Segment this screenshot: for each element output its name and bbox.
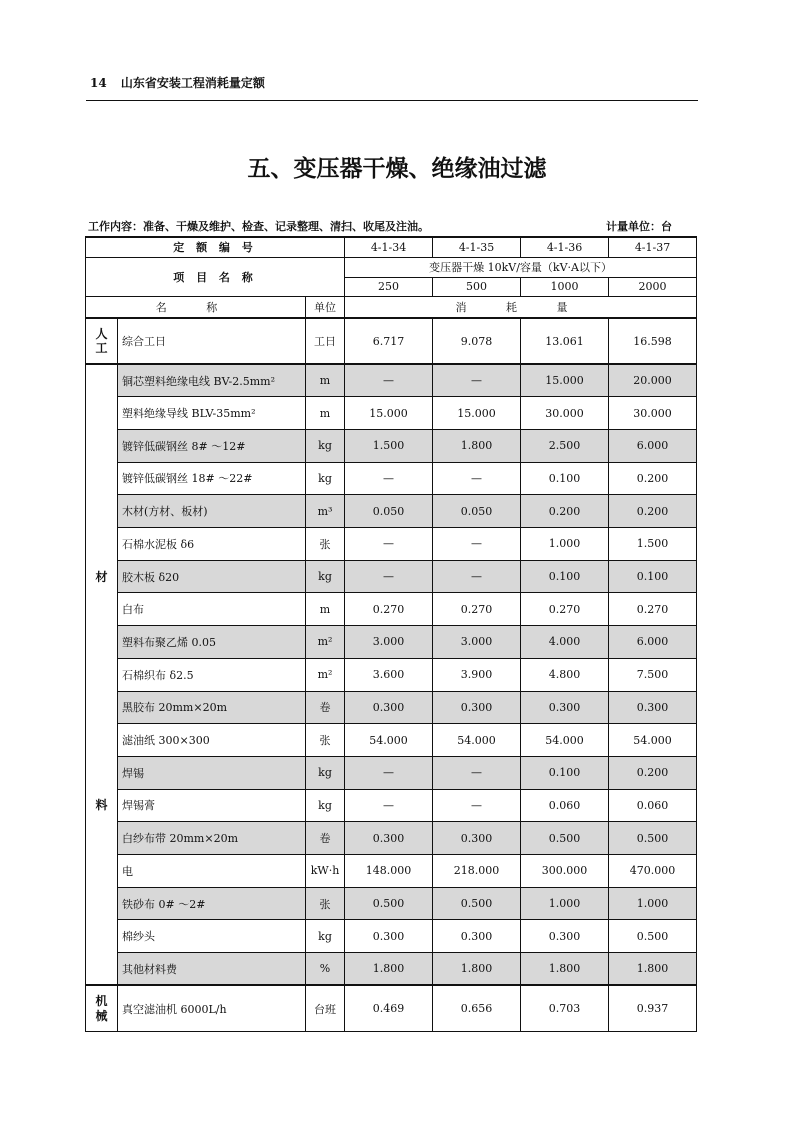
value-cell: 54.000 (609, 724, 697, 757)
value-cell: — (433, 364, 521, 397)
table-row (86, 691, 697, 724)
value-cell: 3.000 (345, 626, 433, 659)
value-cell: 15.000 (345, 397, 433, 430)
value-cell: 9.078 (433, 318, 521, 364)
table-row (86, 887, 697, 920)
item-name: 棉纱头 (118, 920, 306, 953)
material-group-label (86, 364, 118, 985)
value-cell: — (433, 528, 521, 561)
value-cell: 15.000 (521, 364, 609, 397)
value-cell: 0.270 (609, 593, 697, 626)
value-cell: 0.200 (609, 495, 697, 528)
value-cell: 6.000 (609, 429, 697, 462)
work-content: 工作内容：准备、干燥及维护、检查、记录整理、清扫、收尾及注油。 (88, 220, 429, 233)
item-name: 胶木板 δ20 (118, 560, 306, 593)
table-row (86, 789, 697, 822)
page-number: 14 (90, 76, 107, 90)
table-row (86, 953, 697, 986)
value-cell: 0.300 (433, 920, 521, 953)
item-name: 其他材料费 (118, 953, 306, 986)
value-cell: 0.937 (609, 985, 697, 1031)
table-row (86, 920, 697, 953)
capacity-label: 变压器干燥 10kV/容量（kV·A以下） (345, 257, 697, 277)
item-name: 电 (118, 855, 306, 888)
value-cell: — (345, 789, 433, 822)
value-cell: 15.000 (433, 397, 521, 430)
value-cell: 0.100 (521, 560, 609, 593)
item-unit: m² (306, 626, 345, 659)
value-cell: 1.000 (521, 528, 609, 561)
capacity-cell: 500 (433, 277, 521, 296)
value-cell: 3.000 (433, 626, 521, 659)
item-name: 镀锌低碳钢丝 8# ～12# (118, 429, 306, 462)
value-cell: — (433, 462, 521, 495)
value-cell: 0.300 (345, 920, 433, 953)
item-unit: m³ (306, 495, 345, 528)
value-cell: — (345, 462, 433, 495)
value-cell: 218.000 (433, 855, 521, 888)
item-name: 真空滤油机 6000L/h (118, 985, 306, 1031)
measurement-unit: 计量单位：台 (606, 220, 672, 233)
value-cell: 0.050 (345, 495, 433, 528)
item-name: 石棉水泥板 δ6 (118, 528, 306, 561)
code-label: 定 额 编 号 (86, 237, 345, 257)
value-cell: 1.800 (609, 953, 697, 986)
value-cell: 13.061 (521, 318, 609, 364)
code-cell: 4-1-37 (609, 237, 697, 257)
table-row (86, 462, 697, 495)
table-row (86, 318, 697, 364)
table-row (86, 528, 697, 561)
material-label-bottom: 料 (95, 798, 108, 812)
value-cell: — (433, 789, 521, 822)
item-unit: 卷 (306, 691, 345, 724)
labor-group-label (86, 318, 118, 364)
value-cell: 54.000 (345, 724, 433, 757)
value-cell: 0.469 (345, 985, 433, 1031)
value-cell: — (345, 528, 433, 561)
value-cell: 0.703 (521, 985, 609, 1031)
value-cell: 0.300 (433, 822, 521, 855)
machine-label: 机械 (95, 994, 108, 1023)
value-cell: 300.000 (521, 855, 609, 888)
material-label-top: 材 (95, 570, 108, 584)
value-cell: 1.800 (345, 953, 433, 986)
table-row (86, 756, 697, 789)
value-cell: 1.800 (521, 953, 609, 986)
item-unit: % (306, 953, 345, 986)
table-row (86, 626, 697, 659)
value-cell: 0.300 (433, 691, 521, 724)
value-cell: 2.500 (521, 429, 609, 462)
capacity-cell: 2000 (609, 277, 697, 296)
value-cell: 0.100 (609, 560, 697, 593)
machine-group-label (86, 985, 118, 1031)
value-cell: 3.600 (345, 658, 433, 691)
value-cell: 6.000 (609, 626, 697, 659)
item-unit: 张 (306, 724, 345, 757)
item-name: 白布 (118, 593, 306, 626)
code-cell: 4-1-35 (433, 237, 521, 257)
item-name: 塑料绝缘导线 BLV-35mm² (118, 397, 306, 430)
capacity-cell: 1000 (521, 277, 609, 296)
capacity-title-row (86, 257, 697, 277)
value-cell: 1.800 (433, 953, 521, 986)
value-cell: 16.598 (609, 318, 697, 364)
value-cell: 7.500 (609, 658, 697, 691)
value-cell: 0.500 (609, 822, 697, 855)
code-cell: 4-1-36 (521, 237, 609, 257)
value-cell: — (433, 756, 521, 789)
header-divider (86, 100, 698, 101)
table-row (86, 397, 697, 430)
value-cell: 0.270 (345, 593, 433, 626)
value-cell: 0.100 (521, 462, 609, 495)
item-unit: 工日 (306, 318, 345, 364)
value-cell: 1.800 (433, 429, 521, 462)
value-cell: 0.300 (521, 691, 609, 724)
section-title: 五、变压器干燥、绝缘油过滤 (247, 156, 547, 182)
capacity-cell: 250 (345, 277, 433, 296)
value-cell: 54.000 (433, 724, 521, 757)
value-cell: 148.000 (345, 855, 433, 888)
item-name: 焊锡 (118, 756, 306, 789)
consumption-table (85, 236, 697, 1032)
value-cell: 0.200 (609, 756, 697, 789)
item-unit: kW·h (306, 855, 345, 888)
item-unit: kg (306, 429, 345, 462)
table-row (86, 593, 697, 626)
item-name: 铁砂布 0# ～2# (118, 887, 306, 920)
item-unit: m (306, 364, 345, 397)
value-cell: 0.300 (345, 691, 433, 724)
item-unit: m (306, 593, 345, 626)
item-name-label: 项 目 名 称 (86, 257, 345, 296)
table-row (86, 822, 697, 855)
table-row (86, 658, 697, 691)
item-unit: 张 (306, 528, 345, 561)
item-name: 铜芯塑料绝缘电线 BV-2.5mm² (118, 364, 306, 397)
value-cell: 0.500 (521, 822, 609, 855)
item-unit: 卷 (306, 822, 345, 855)
table-row (86, 724, 697, 757)
item-name: 焊锡膏 (118, 789, 306, 822)
col-consumption-label: 消 耗 量 (345, 296, 697, 318)
value-cell: 0.656 (433, 985, 521, 1031)
item-unit: kg (306, 462, 345, 495)
value-cell: 1.500 (345, 429, 433, 462)
value-cell: 1.000 (609, 887, 697, 920)
labor-label: 人工 (95, 326, 108, 355)
value-cell: 6.717 (345, 318, 433, 364)
value-cell: 30.000 (609, 397, 697, 430)
value-cell: 1.500 (609, 528, 697, 561)
value-cell: 0.300 (521, 920, 609, 953)
item-unit: 张 (306, 887, 345, 920)
table-row (86, 495, 697, 528)
value-cell: 0.300 (345, 822, 433, 855)
item-name: 综合工日 (118, 318, 306, 364)
value-cell: 470.000 (609, 855, 697, 888)
value-cell: — (345, 364, 433, 397)
item-name: 镀锌低碳钢丝 18# ～22# (118, 462, 306, 495)
value-cell: 0.200 (609, 462, 697, 495)
item-name: 石棉织布 δ2.5 (118, 658, 306, 691)
page-header (90, 74, 265, 91)
item-unit: kg (306, 756, 345, 789)
value-cell: 0.270 (433, 593, 521, 626)
item-name: 木材(方材、板材) (118, 495, 306, 528)
value-cell: 0.100 (521, 756, 609, 789)
item-unit: kg (306, 789, 345, 822)
item-unit: m (306, 397, 345, 430)
value-cell: 0.050 (433, 495, 521, 528)
item-unit: 台班 (306, 985, 345, 1031)
value-cell: 20.000 (609, 364, 697, 397)
table-row (86, 560, 697, 593)
value-cell: 4.000 (521, 626, 609, 659)
column-header-row (86, 296, 697, 318)
value-cell: — (345, 756, 433, 789)
code-row (86, 237, 697, 257)
item-name: 白纱布带 20mm×20m (118, 822, 306, 855)
item-name: 黑胶布 20mm×20m (118, 691, 306, 724)
table-row (86, 985, 697, 1031)
col-unit-label: 单位 (306, 296, 345, 318)
table-row (86, 855, 697, 888)
value-cell: — (433, 560, 521, 593)
item-name: 滤油纸 300×300 (118, 724, 306, 757)
col-name-label: 名 称 (86, 296, 306, 318)
value-cell: 0.060 (521, 789, 609, 822)
table-row (86, 429, 697, 462)
value-cell: 30.000 (521, 397, 609, 430)
value-cell: 0.500 (609, 920, 697, 953)
code-cell: 4-1-34 (345, 237, 433, 257)
value-cell: 54.000 (521, 724, 609, 757)
item-unit: kg (306, 920, 345, 953)
value-cell: 4.800 (521, 658, 609, 691)
value-cell: 0.500 (345, 887, 433, 920)
book-title: 山东省安装工程消耗量定额 (120, 76, 265, 90)
value-cell: — (345, 560, 433, 593)
table-row (86, 364, 697, 397)
item-unit: m² (306, 658, 345, 691)
value-cell: 0.300 (609, 691, 697, 724)
value-cell: 0.060 (609, 789, 697, 822)
item-unit: kg (306, 560, 345, 593)
item-name: 塑料布聚乙烯 0.05 (118, 626, 306, 659)
value-cell: 1.000 (521, 887, 609, 920)
value-cell: 0.500 (433, 887, 521, 920)
value-cell: 0.270 (521, 593, 609, 626)
value-cell: 3.900 (433, 658, 521, 691)
value-cell: 0.200 (521, 495, 609, 528)
